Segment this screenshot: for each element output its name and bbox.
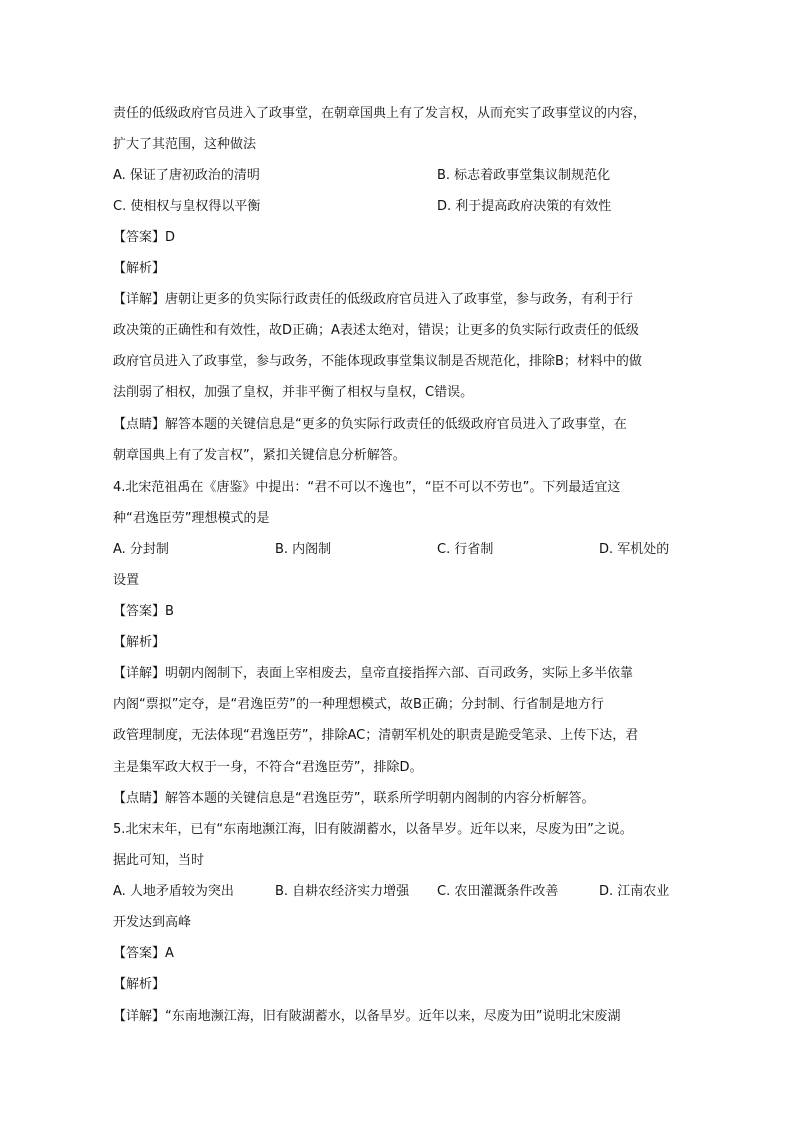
q3-option-d: D. 利于提高政府决策的有效性: [437, 199, 612, 214]
q4-detail-line-3: 政管理制度，无法体现“君逸臣劳”，排除AC；清朝军机处的职责是跪受笔录、上传下达，君: [113, 728, 639, 743]
q3-detail-line-1: 【详解】唐朝让更多的负实际行政责任的低级政府官员进入了政事堂，参与政务，有利于行: [113, 292, 634, 307]
q5-answer: 【答案】A: [113, 946, 174, 961]
q5-option-c: C. 农田灌溉条件改善: [437, 884, 559, 899]
q3-detail-line-3: 政府官员进入了政事堂，参与政务，不能体现政事堂集议制是否规范化，排除B；材料中的做: [113, 354, 642, 369]
q3-stem-line-1: 责任的低级政府官员进入了政事堂，在朝章国典上有了发言权，从而充实了政事堂议的内容，: [113, 106, 647, 121]
q5-stem-line-1: 5.北宋末年，已有“东南地濒江海，旧有陂湖蓄水，以备旱岁。近年以来，尽废为田”之说。: [113, 822, 633, 837]
q5-option-d-continued: 开发达到高峰: [113, 915, 192, 930]
q4-detail-line-2: 内阁“票拟”定夺，是“君逸臣劳”的一种理想模式，故B正确；分封制、行省制是地方行: [113, 697, 604, 712]
q3-stem-line-2: 扩大了其范围，这种做法: [113, 137, 257, 152]
q4-option-a: A. 分封制: [113, 542, 169, 557]
q4-detail-line-4: 主是集军政大权于一身，不符合“君逸臣劳”，排除D。: [113, 760, 423, 775]
q5-stem-line-2: 据此可知，当时: [113, 853, 205, 868]
q5-analysis-heading: 【解析】: [113, 977, 166, 992]
q3-option-b: B. 标志着政事堂集议制规范化: [437, 168, 611, 183]
q5-option-a: A. 人地矛盾较为突出: [113, 884, 234, 899]
q4-option-c: C. 行省制: [437, 542, 494, 557]
q3-point-line-2: 朝章国典上有了发言权”，紧扣关键信息分析解答。: [113, 448, 406, 463]
q3-detail-line-4: 法削弱了相权，加强了皇权，并非平衡了相权与皇权，C错误。: [113, 385, 474, 400]
q4-option-b: B. 内阁制: [275, 542, 332, 557]
q4-option-d-continued: 设置: [113, 573, 140, 588]
q5-detail-line-1: 【详解】“东南地濒江海，旧有陂湖蓄水，以备旱岁。近年以来，尽废为田”说明北宋废湖: [113, 1009, 621, 1024]
q3-analysis-heading: 【解析】: [113, 261, 166, 276]
q5-option-d: D. 江南农业: [599, 884, 670, 899]
q4-point-line-1: 【点睛】解答本题的关键信息是“君逸臣劳”，联系所学明朝内阁制的内容分析解答。: [113, 791, 595, 806]
q4-answer: 【答案】B: [113, 604, 174, 619]
q4-stem-line-1: 4.北宋范祖禹在《唐鉴》中提出：“君不可以不逸也”，“臣不可以不劳也”。下列最适宜这: [113, 480, 621, 495]
q4-detail-line-1: 【详解】明朝内阁制下，表面上宰相废去，皇帝直接指挥六部、百司政务，实际上多半依靠: [113, 666, 634, 681]
q3-option-c: C. 使相权与皇权得以平衡: [113, 199, 261, 214]
q3-point-line-1: 【点睛】解答本题的关键信息是“更多的负实际行政责任的低级政府官员进入了政事堂，在: [113, 417, 627, 432]
q4-option-d: D. 军机处的: [599, 542, 670, 557]
q3-option-a: A. 保证了唐初政治的清明: [113, 168, 260, 183]
q4-stem-line-2: 种“君逸臣劳”理想模式的是: [113, 511, 270, 526]
q3-answer: 【答案】D: [113, 230, 176, 245]
q5-option-b: B. 自耕农经济实力增强: [275, 884, 410, 899]
q4-analysis-heading: 【解析】: [113, 635, 166, 650]
q3-detail-line-2: 政决策的正确性和有效性，故D正确；A表述太绝对，错误；让更多的负实际行政责任的低级: [113, 323, 639, 338]
